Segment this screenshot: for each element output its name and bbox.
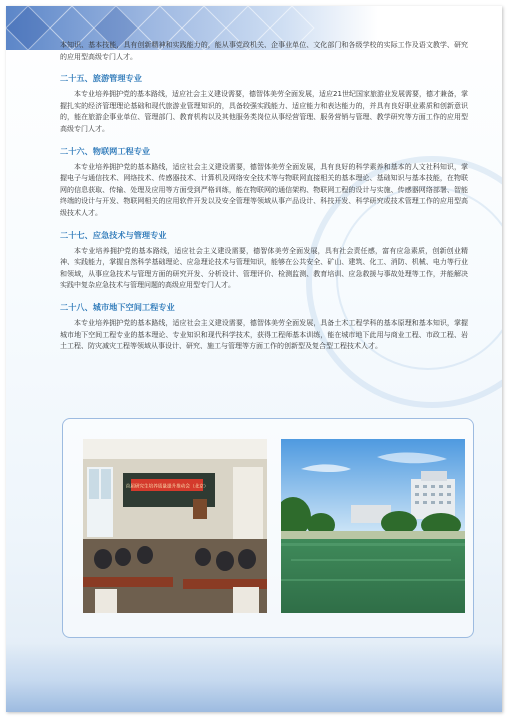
photo-frame (62, 418, 474, 638)
section-text-tourism: 本专业培养拥护党的基本路线，适应社会主义建设需要，德智体美劳全面发展，适应21世纪国家旅游业发展需要，德才兼备，掌握扎实的经济管理理论基础和现代旅游业管理知识的，具备较强实践能力、适应能力和表达能力的，并具有良好职业素质和创新意识的，能在旅游企事业单位、管理部门、教育机构以及其他服务类岗位从事经营管理、服务营销与管理、教学研究等方面工作的应用型高级专门人才。 (60, 90, 468, 133)
classroom-photo (83, 439, 267, 613)
intro-paragraph: 本知识、基本技能，具有创新精神和实践能力的，能从事党政机关、企事业单位、文化部门和各级学校的实际工作及语文教学、研究的应用型高级专门人才。 (60, 41, 468, 61)
section-title-tourism: 二十五、旅游管理专业 (60, 73, 142, 84)
section-text-iot: 本专业培养拥护党的基本路线，适应社会主义建设需要，德智体美劳全面发展，具有良好的科学素养和基本的人文社科知识，掌握电子与通信技术、网络技术、传感器技术、计算机及网络安全技术等与物联网直接相关的基本理论、基础知识与基本技能，在物联网的信息获取、传输、处理及应用等方面受到严格训练，能在物联网的通信架构、物联网工程的设计与实施、传感器网络部署、智能终端的设计与开发、物联网相关的应用软件开发以及安全管理等领域从事产品设计、科技开发、科学研究或技术管理工作的应用型高级技术人才。 (60, 162, 468, 217)
main-text (60, 40, 468, 353)
section-title-iot: 二十六、物联网工程专业 (60, 145, 151, 156)
bottom-decorative-band (6, 642, 502, 712)
section-title-underground: 二十八、城市地下空间工程专业 (60, 301, 175, 312)
campus-lake-photo (281, 439, 465, 613)
section-title-emergency: 二十七、应急技术与管理专业 (60, 229, 167, 240)
section-text-underground: 本专业培养拥护党的基本路线，适应社会主义建设需要，德智体美劳全面发展，具备土木工程学科的基本原理和基本知识，掌握城市地下空间工程专业的基本理论、专业知识和现代科学技术，获得工程师基本训练，能在城市地下此用与商业工程、市政工程、岩土工程、防灾减灾工程等领域从事设计、研究、施工与管理等方面工作的创新型及复合型工程技术人才。 (60, 318, 468, 351)
banner-text: 首届研究生培养质量提升推动会（北京） (125, 484, 209, 490)
section-text-emergency: 本专业培养拥护党的基本路线，适应社会主义建设需要，德智体美劳全面发展，具有社会责任感，富有应急素质，创新创业精神、实践能力，掌握自然科学基础理论、应急理论技术与管理知识，能够在公共安全、矿山、建筑、化工、消防、机械、电力等行业和领域，从事应急技术与管理方面的研究开发、分析设计、管理评价、检测监测、教育培训、应急救援与事故处理等工作，并能解决实践中复杂应急技术与管理问题的高级应用型专门人才。 (60, 246, 468, 290)
